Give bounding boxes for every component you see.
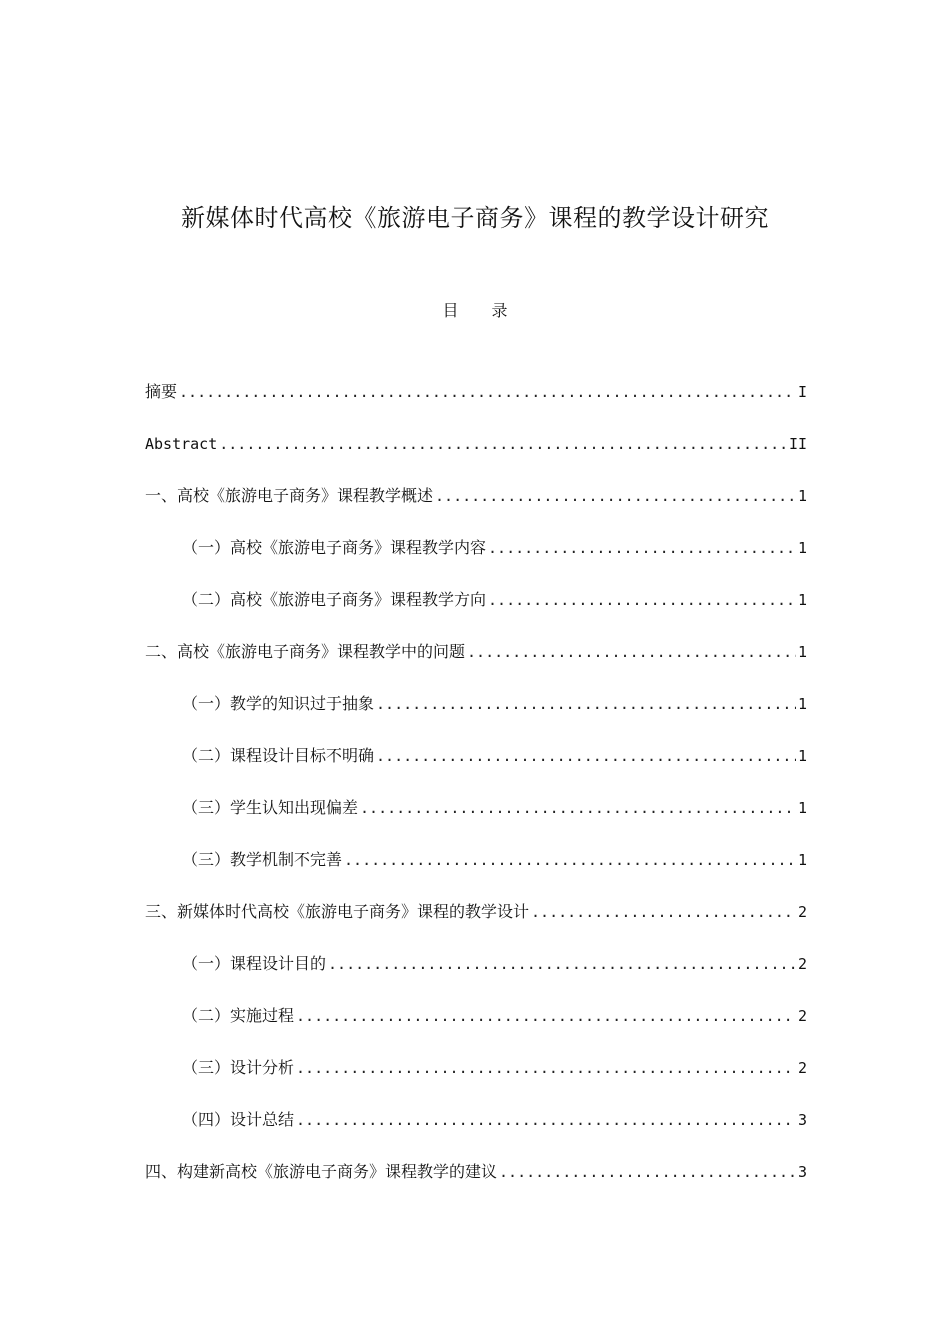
toc-entry-text: （三）学生认知出现偏差: [182, 798, 359, 817]
toc-entry-text: （三）教学机制不完善: [182, 850, 343, 869]
toc-page-number: 1: [797, 851, 807, 869]
toc-page-number: 3: [797, 1111, 807, 1129]
toc-page-number: 1: [797, 539, 807, 557]
dot-leader: [179, 380, 796, 404]
toc-entry-section-3-1[interactable]: [145, 952, 807, 1004]
dot-leader: [296, 1056, 796, 1080]
toc-page-number: II: [788, 435, 807, 453]
dot-leader: [219, 432, 787, 456]
toc-entry-abstract-en[interactable]: [145, 432, 807, 484]
toc-entry-section-2-2[interactable]: [145, 744, 807, 796]
toc-entry-section-2-4[interactable]: [145, 848, 807, 900]
toc-entry-section-2-3[interactable]: [145, 796, 807, 848]
toc-entry-text: （一）高校《旅游电子商务》课程教学内容: [182, 538, 487, 557]
toc-entry-text: （四）设计总结: [182, 1110, 295, 1129]
toc-entry-abstract-cn[interactable]: [145, 380, 807, 432]
toc-page-number: I: [797, 383, 807, 401]
toc-entry-text: 一、高校《旅游电子商务》课程教学概述: [145, 486, 434, 505]
dot-leader: [328, 952, 796, 976]
toc-entry-text: （三）设计分析: [182, 1058, 295, 1077]
toc-entry-text: （二）课程设计目标不明确: [182, 746, 375, 765]
toc-entry-section-2-1[interactable]: [145, 692, 807, 744]
toc-page-number: 1: [797, 591, 807, 609]
toc-page-number: 1: [797, 799, 807, 817]
dot-leader: [488, 588, 796, 612]
toc-entry-text: （一）教学的知识过于抽象: [182, 694, 375, 713]
dot-leader: [467, 640, 796, 664]
toc-entry-section-3[interactable]: [145, 900, 807, 952]
toc-entry-text: （一）课程设计目的: [182, 954, 327, 973]
dot-leader: [344, 848, 796, 872]
toc-entry-section-3-4[interactable]: [145, 1108, 807, 1160]
dot-leader: [296, 1108, 796, 1132]
document-title: 新媒体时代高校《旅游电子商务》课程的教学设计研究: [181, 204, 769, 232]
toc-page-number: 2: [797, 1059, 807, 1077]
toc-entry-text: （二）高校《旅游电子商务》课程教学方向: [182, 590, 487, 609]
toc-entry-text: Abstract: [145, 435, 218, 453]
toc-page-number: 1: [797, 695, 807, 713]
toc-page-number: 1: [797, 747, 807, 765]
table-of-contents: [145, 380, 807, 1212]
dot-leader: [296, 1004, 796, 1028]
toc-entry-section-1-2[interactable]: [145, 588, 807, 640]
toc-entry-text: 四、构建新高校《旅游电子商务》课程教学的建议: [145, 1162, 498, 1181]
toc-entry-text: 二、高校《旅游电子商务》课程教学中的问题: [145, 642, 466, 661]
toc-page-number: 1: [797, 487, 807, 505]
dot-leader: [360, 796, 796, 820]
toc-page-number: 1: [797, 643, 807, 661]
toc-entry-text: 三、新媒体时代高校《旅游电子商务》课程的教学设计: [145, 902, 530, 921]
toc-entry-section-1[interactable]: [145, 484, 807, 536]
toc-entry-section-3-2[interactable]: [145, 1004, 807, 1056]
toc-page-number: 2: [797, 1007, 807, 1025]
toc-entry-section-4[interactable]: [145, 1160, 807, 1212]
toc-heading: 目 录: [442, 301, 522, 320]
toc-entry-section-2[interactable]: [145, 640, 807, 692]
dot-leader: [435, 484, 796, 508]
dot-leader: [488, 536, 796, 560]
dot-leader: [376, 692, 796, 716]
toc-page-number: 2: [797, 955, 807, 973]
toc-entry-text: （二）实施过程: [182, 1006, 295, 1025]
toc-page-number: 3: [797, 1163, 807, 1181]
toc-entry-section-3-3[interactable]: [145, 1056, 807, 1108]
dot-leader: [499, 1160, 796, 1184]
toc-entry-text: 摘要: [145, 382, 178, 401]
dot-leader: [376, 744, 796, 768]
toc-page-number: 2: [797, 903, 807, 921]
toc-entry-section-1-1[interactable]: [145, 536, 807, 588]
dot-leader: [531, 900, 796, 924]
